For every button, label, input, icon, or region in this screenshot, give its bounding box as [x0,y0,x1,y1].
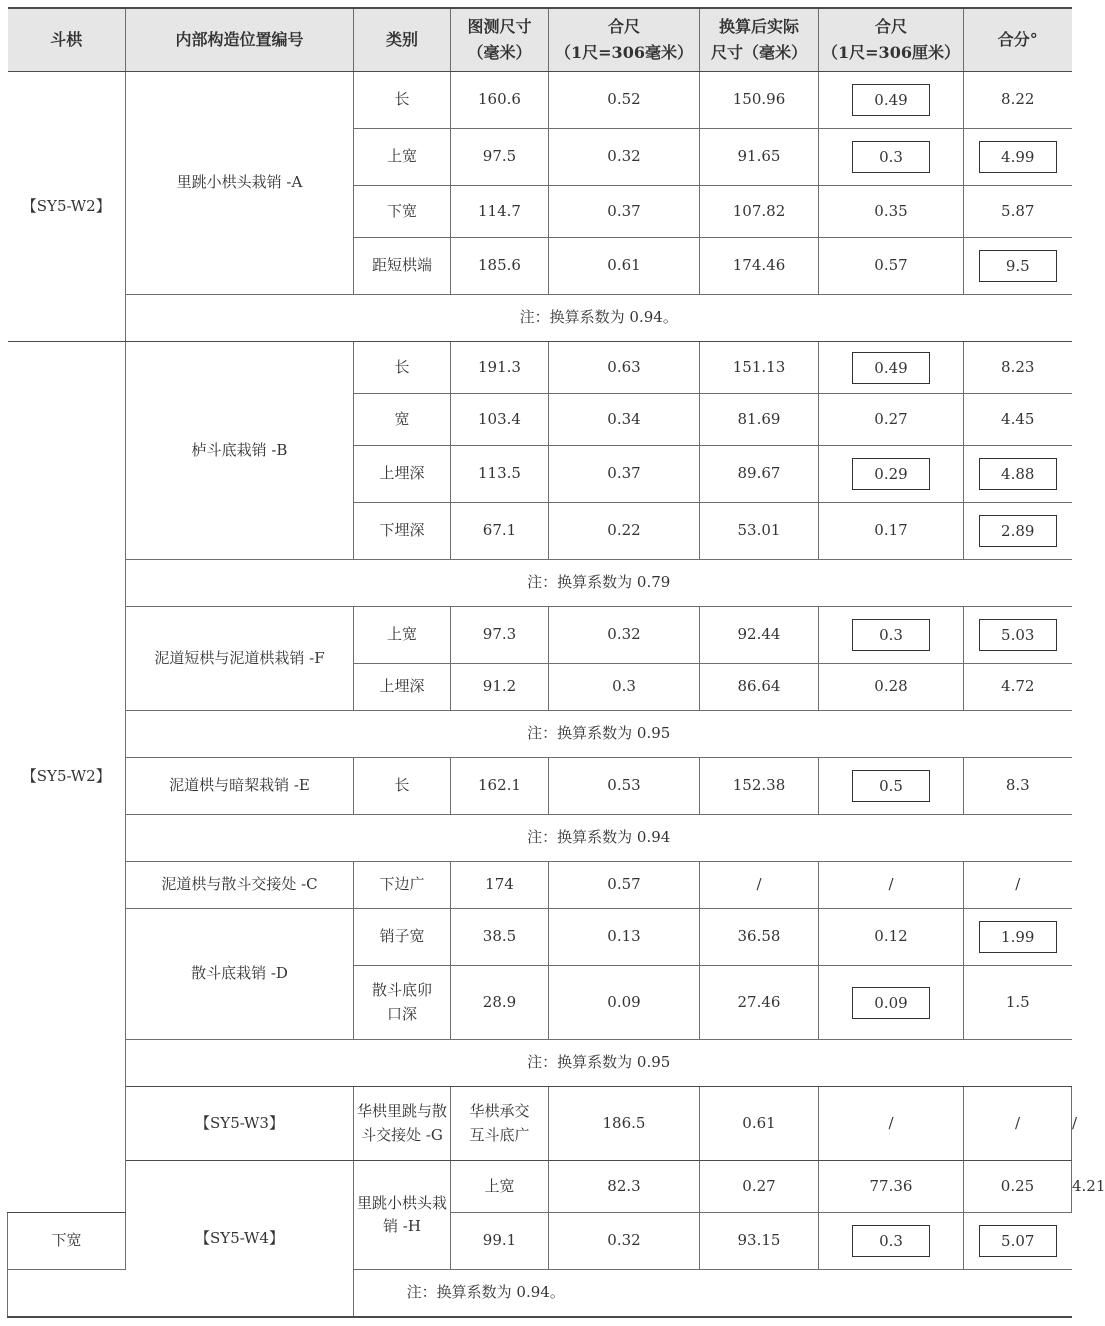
chi-cell: 0.37 [549,186,700,238]
boxed-value: 4.99 [979,141,1057,173]
chi-cell: 0.52 [549,72,700,129]
chi2-cell [819,446,964,503]
note-row [8,1270,1072,1318]
chi2-cell: 0.57 [819,238,964,295]
dougong-label: 【SY5-W2】 [8,342,126,1213]
page [7,7,1105,1318]
measured-cell: 38.5 [451,909,549,966]
chi-cell: 0.63 [549,342,700,394]
measured-cell: 113.5 [451,446,549,503]
real-cell: 107.82 [700,186,819,238]
fen-cell: 8.22 [964,72,1072,129]
fen-cell: 1.5 [964,966,1072,1040]
header-measured-mm: 图测尺寸 （毫米） [451,8,549,72]
position-label: 泥道短栱与泥道栱栽销 -F [126,607,354,711]
measured-cell: 97.3 [451,607,549,664]
position-label: 泥道栱与暗栔栽销 -E [126,758,354,815]
real-cell: 86.64 [700,664,819,711]
chi2-cell: 0.25 [964,1161,1072,1213]
header-dougong: 斗栱 [8,8,126,72]
table-row [8,862,1072,909]
real-cell: 151.13 [700,342,819,394]
table-row [8,72,1072,129]
boxed-value: 0.3 [852,619,930,651]
conversion-note: 注：换算系数为 0.95 [126,1040,1072,1087]
measured-cell: 91.2 [451,664,549,711]
real-cell: / [819,1087,964,1161]
note-row [8,560,1072,607]
header-row [8,8,1072,72]
measured-cell: 28.9 [451,966,549,1040]
measured-cell: 103.4 [451,394,549,446]
boxed-value: 9.5 [979,250,1057,282]
conversion-note: 注：换算系数为 0.95 [126,711,1072,758]
boxed-value: 5.03 [979,619,1057,651]
chi-cell: 0.32 [549,1213,700,1270]
chi-cell: 0.37 [549,446,700,503]
position-label: 散斗底栽销 -D [126,909,354,1040]
fen-cell [964,238,1072,295]
dougong-label: 【SY5-W3】 [126,1087,354,1161]
category-cell: 距短栱端 [354,238,451,295]
fen-cell [964,607,1072,664]
boxed-value: 2.89 [979,515,1057,547]
boxed-value: 0.49 [852,84,930,116]
note-row [8,815,1072,862]
measured-cell: 82.3 [549,1161,700,1213]
real-cell: 27.46 [700,966,819,1040]
measured-cell: 160.6 [451,72,549,129]
category-cell: 散斗底卯 口深 [354,966,451,1040]
chi-cell: 0.27 [700,1161,819,1213]
real-cell: 89.67 [700,446,819,503]
boxed-value: 0.09 [852,987,930,1019]
chi2-cell: 0.27 [819,394,964,446]
position-label: 里跳小栱头栽销 -H [354,1161,451,1270]
position-label: 里跳小栱头栽销 -A [126,72,354,295]
note-row [8,711,1072,758]
real-cell: 174.46 [700,238,819,295]
category-cell: 长 [354,342,451,394]
category-cell: 上埋深 [354,664,451,711]
fen-cell: 5.87 [964,186,1072,238]
chi-cell: 0.13 [549,909,700,966]
chi-cell: 0.3 [549,664,700,711]
table-row [8,909,1072,966]
conversion-note: 注：换算系数为 0.79 [126,560,1072,607]
note-row [8,295,1072,342]
fen-cell: 8.3 [964,758,1072,815]
fen-cell [964,446,1072,503]
chi-cell: 0.53 [549,758,700,815]
category-cell: 销子宽 [354,909,451,966]
chi2-cell: 0.28 [819,664,964,711]
chi-cell: 0.61 [700,1087,819,1161]
measured-cell: 191.3 [451,342,549,394]
dougong-measurement-table [7,7,1105,1318]
conversion-note: 注：换算系数为 0.94。 [126,295,1072,342]
chi-cell: 0.32 [549,607,700,664]
real-cell: 150.96 [700,72,819,129]
boxed-value: 0.3 [852,141,930,173]
category-cell: 上埋深 [354,446,451,503]
chi-cell: 0.61 [549,238,700,295]
fen-cell [964,1213,1072,1270]
measured-cell: 162.1 [451,758,549,815]
chi2-cell: 0.35 [819,186,964,238]
header-position: 内部构造位置编号 [126,8,354,72]
boxed-value: 5.07 [979,1225,1057,1257]
table-row [8,607,1072,664]
measured-cell: 97.5 [451,129,549,186]
category-cell: 上宽 [354,129,451,186]
category-cell: 下宽 [354,186,451,238]
table-row: 【SY5-W3】 华栱里跳与散斗交接处 -G 华栱承交 互斗底广 186.5 0.61 / / / [8,1087,1072,1161]
boxed-value: 0.3 [852,1225,930,1257]
boxed-value: 0.49 [852,352,930,384]
boxed-value: 0.29 [852,458,930,490]
header-real-mm: 换算后实际 尺寸（毫米） [700,8,819,72]
fen-cell: / [964,862,1072,909]
real-cell: 77.36 [819,1161,964,1213]
conversion-note: 注：换算系数为 0.94。 [8,1270,964,1318]
category-cell: 上宽 [354,607,451,664]
header-category: 类别 [354,8,451,72]
fen-cell: 4.72 [964,664,1072,711]
chi-cell: 0.32 [549,129,700,186]
measured-cell: 174 [451,862,549,909]
real-cell: 92.44 [700,607,819,664]
chi2-cell [819,758,964,815]
table-row [8,342,1072,394]
real-cell: 36.58 [700,909,819,966]
real-cell: 152.38 [700,758,819,815]
measured-cell: 114.7 [451,186,549,238]
table-row: 【SY5-W4】 里跳小栱头栽销 -H 上宽 82.3 0.27 77.36 0.25 4.21 [8,1161,1072,1213]
position-label: 泥道栱与散斗交接处 -C [126,862,354,909]
real-cell: 81.69 [700,394,819,446]
measured-cell: 99.1 [451,1213,549,1270]
fen-cell [964,503,1072,560]
category-cell: 宽 [354,394,451,446]
category-cell: 下宽 [8,1213,126,1270]
chi2-cell: 0.12 [819,909,964,966]
fen-cell [964,909,1072,966]
fen-cell: 8.23 [964,342,1072,394]
measured-cell: 185.6 [451,238,549,295]
chi-cell: 0.34 [549,394,700,446]
boxed-value: 4.88 [979,458,1057,490]
real-cell: / [700,862,819,909]
category-cell: 长 [354,72,451,129]
chi-cell: 0.22 [549,503,700,560]
category-cell: 上宽 [451,1161,549,1213]
position-label: 栌斗底栽销 -B [126,342,354,560]
fen-cell: 4.45 [964,394,1072,446]
note-row [8,1040,1072,1087]
chi2-cell [819,342,964,394]
real-cell: 93.15 [700,1213,819,1270]
real-cell: 53.01 [700,503,819,560]
table-row [8,758,1072,815]
measured-cell: 67.1 [451,503,549,560]
measured-cell: 186.5 [549,1087,700,1161]
chi2-cell [819,129,964,186]
header-fen: 合分° [964,8,1072,72]
chi2-cell [819,72,964,129]
category-cell: 下边广 [354,862,451,909]
chi2-cell [819,607,964,664]
boxed-value: 0.5 [852,770,930,802]
boxed-value: 1.99 [979,921,1057,953]
dougong-label: 【SY5-W4】 [126,1161,354,1318]
position-label: 华栱里跳与散斗交接处 -G [354,1087,451,1161]
header-chi-mm: 合尺 （1尺=306毫米） [549,8,700,72]
fen-cell [964,129,1072,186]
chi2-cell: / [819,862,964,909]
category-cell: 下埋深 [354,503,451,560]
category-cell: 华栱承交 互斗底广 [451,1087,549,1161]
category-cell: 长 [354,758,451,815]
chi-cell: 0.57 [549,862,700,909]
chi-cell: 0.09 [549,966,700,1040]
real-cell: 91.65 [700,129,819,186]
chi2-cell [819,966,964,1040]
chi2-cell: 0.17 [819,503,964,560]
dougong-label: 【SY5-W2】 [8,72,126,342]
conversion-note: 注：换算系数为 0.94 [126,815,1072,862]
header-chi-cm: 合尺 （1尺=306厘米） [819,8,964,72]
chi2-cell [819,1213,964,1270]
chi2-cell: / [964,1087,1072,1161]
